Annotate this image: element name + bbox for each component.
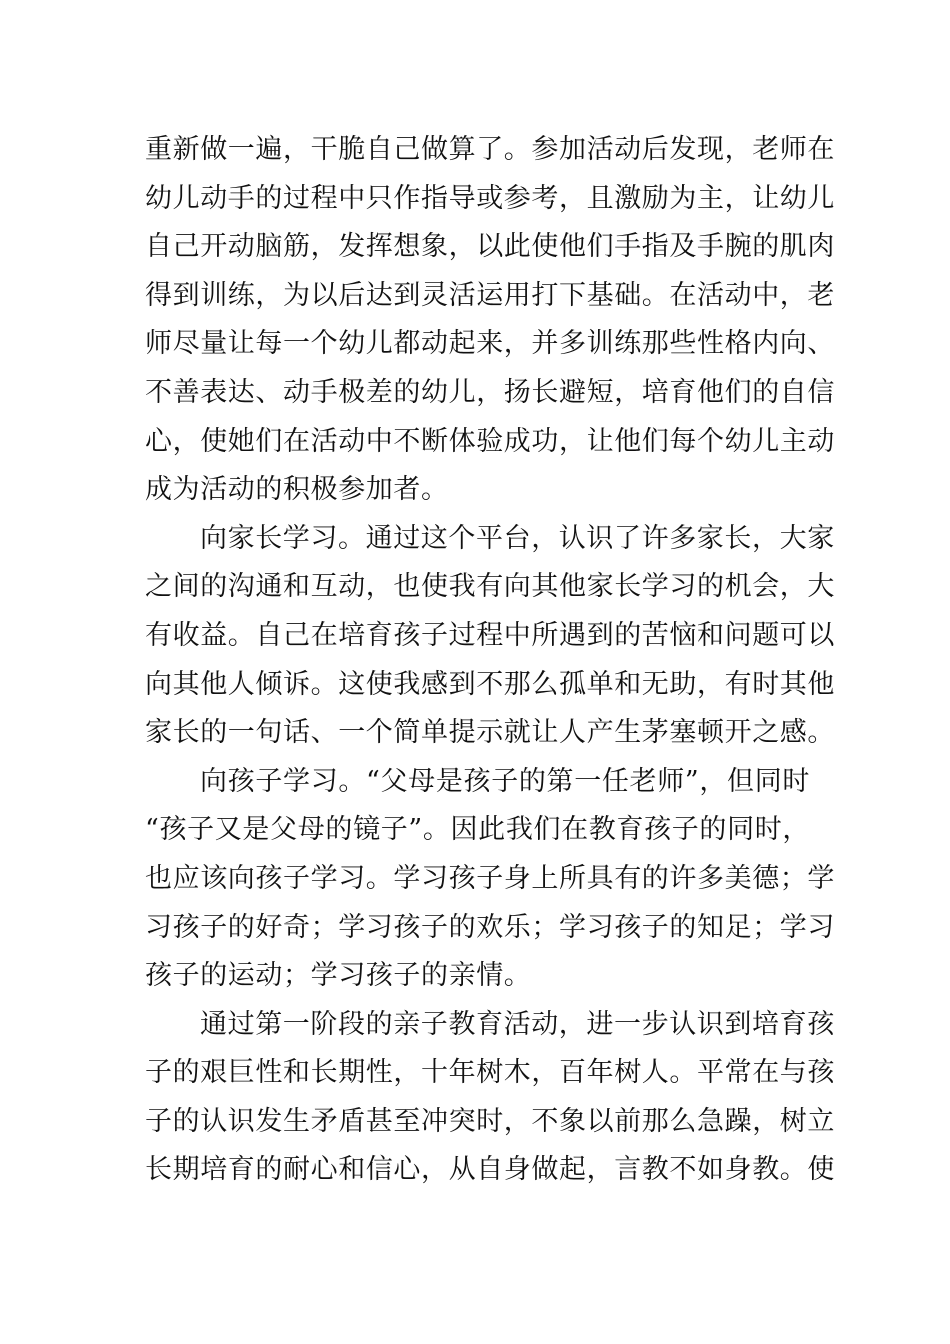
text-line: 也应该向孩子学习。学习孩子身上所具有的许多美德；学 <box>145 862 835 894</box>
text-line: 习孩子的好奇；学习孩子的欢乐；学习孩子的知足；学习 <box>145 911 835 943</box>
text-line: 长期培育的耐心和信心，从自身做起，言教不如身教。使 <box>145 1154 835 1186</box>
text-line: 心，使她们在活动中不断体验成功，让他们每个幼儿主动 <box>145 425 835 457</box>
text-line: 子的认识发生矛盾甚至冲突时，不象以前那么急躁，树立 <box>145 1105 835 1137</box>
paragraph-first-line: 向家长学习。通过这个平台，认识了许多家长，大家 <box>200 522 835 554</box>
text-line: 幼儿动手的过程中只作指导或参考，且激励为主，让幼儿 <box>145 182 835 214</box>
text-line: 不善表达、动手极差的幼儿，扬长避短，培育他们的自信 <box>145 376 835 408</box>
text-line: 孩子的运动；学习孩子的亲情。 <box>145 960 532 992</box>
text-line: 得到训练，为以后达到灵活运用打下基础。在活动中，老 <box>145 279 835 311</box>
paragraph-first-line: 通过第一阶段的亲子教育活动，进一步认识到培育孩 <box>200 1008 835 1040</box>
text-line: 向其他人倾诉。这使我感到不那么孤单和无助，有时其他 <box>145 668 835 700</box>
document-body <box>145 126 835 1195</box>
paragraph-first-line: 向孩子学习。“父母是孩子的第一任老师”，但同时 <box>200 765 810 797</box>
text-line: 子的艰巨性和长期性，十年树木，百年树人。平常在与孩 <box>145 1057 835 1089</box>
text-line: 家长的一句话、一个简单提示就让人产生茅塞顿开之感。 <box>145 717 835 749</box>
text-line: 师尽量让每一个幼儿都动起来，并多训练那些性格内向、 <box>145 328 835 360</box>
text-line: 重新做一遍，干脆自己做算了。参加活动后发现，老师在 <box>145 134 835 165</box>
text-line: “孩子又是父母的镜子”。因此我们在教育孩子的同时， <box>145 814 810 846</box>
text-line: 自己开动脑筋，发挥想象，以此使他们手指及手腕的肌肉 <box>145 231 835 263</box>
text-line: 成为活动的积极参加者。 <box>145 474 449 506</box>
text-line: 有收益。自己在培育孩子过程中所遇到的苦恼和问题可以 <box>145 619 835 651</box>
text-line: 之间的沟通和互动，也使我有向其他家长学习的机会，大 <box>145 571 835 603</box>
